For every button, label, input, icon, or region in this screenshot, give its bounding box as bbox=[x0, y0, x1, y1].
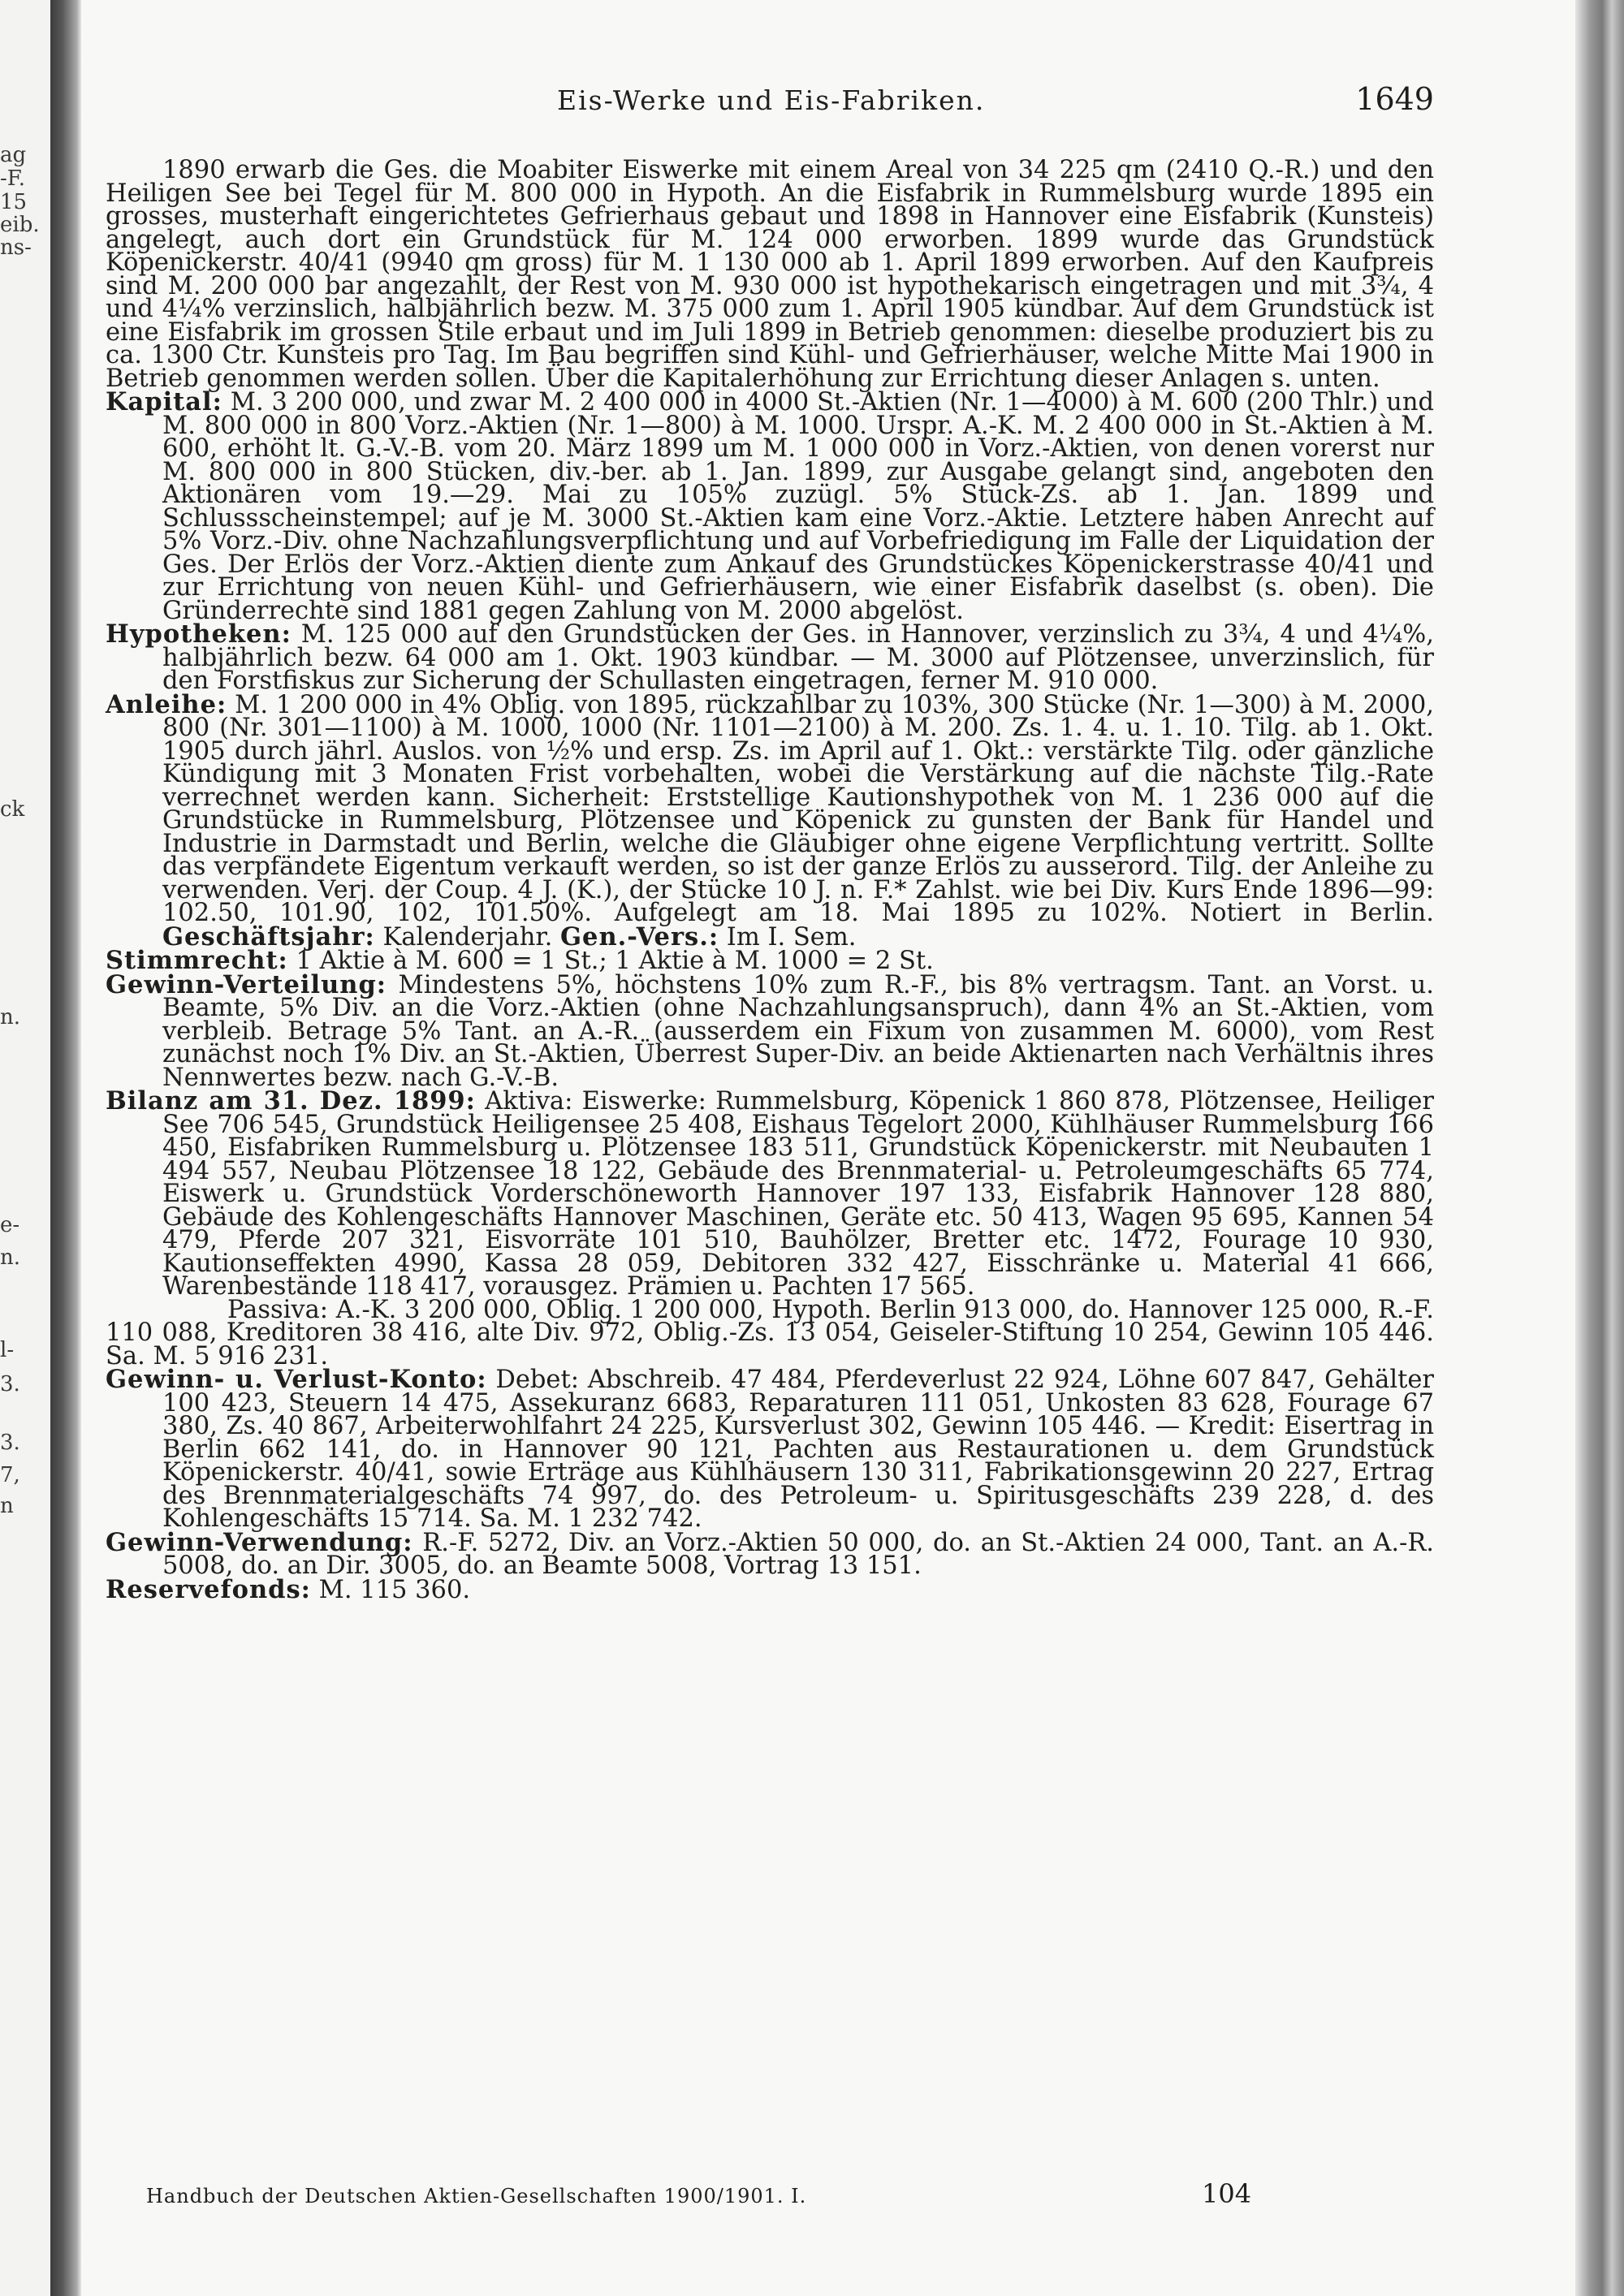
margin-fragment: l- bbox=[0, 1338, 15, 1362]
inline-label: Gen.-Vers.: bbox=[560, 921, 719, 952]
section-label: Kapital: bbox=[106, 387, 222, 416]
paragraph-hypotheken: Hypotheken: M. 125 000 auf den Grundstücken der Ges. in Hannover, verzinslich zu 3¾, 4 und 4¼%, halbjährlich bezw. 64 000 am 1. Okt. 1903 kündbar. — M. 3000 auf Plötzensee, unverzinslich, für den Forstfiskus zur Sicherung der Schullasten eingetragen, ferner M. 910 000. bbox=[106, 619, 1434, 695]
paragraph-passiva: Passiva: A.-K. 3 200 000, Oblig. 1 200 000, Hypoth. Berlin 913 000, do. Hannover 125 000, R.-F. 110 088, Kreditoren 38 416, alte Div. 972, Oblig.-Zs. 13 054, Geiseler-Stiftung 10 254, Gewinn 105 446. Sa. M. 5 916 231. bbox=[106, 1295, 1434, 1370]
paragraph-history: 1890 erwarb die Ges. die Moabiter Eiswerke mit einem Areal von 34 225 qm (2410 Q.-R.) und den Heiligen See bei Tegel für M. 800 000 in Hypoth. An die Eisfabrik in Rummelsburg wurde 1895 ein grosses, musterhaft eingerichtetes Gefrierhaus gebaut und 1898 in Hannover eine Eisfabrik (Kunsteis) angelegt, auch dort ein Grundstück für M. 124 000 erworben. 1899 wurde das Grundstück Köpenickerstr. 40/41 (9940 qm gross) für M. 1 130 000 ab 1. April 1899 erworben. Auf den Kaufpreis sind M. 200 000 bar angezahlt, der Rest von M. 930 000 ist hypothekarisch eingetragen und mit 3¾, 4 und 4¼% verzinslich, halbjährlich bezw. M. 375 000 zum 1. April 1905 kündbar. Auf dem Grundstück ist eine Eisfabrik im grossen Stile erbaut und im Juli 1899 in Betrieb genommen: dieselbe produziert bis zu ca. 1300 Ctr. Kunsteis pro Tag. Im Bau begriffen sind Kühl- und Gefrierhäuser, welche Mitte Mai 1900 in Betrieb genommen werden sollen. Über die Kapitalerhöhung zur Errichtung dieser Anlagen s. unten. bbox=[106, 156, 1434, 393]
header-title: Eis-Werke und Eis-Fabriken. bbox=[557, 84, 986, 116]
paragraph-anleihe: Anleihe: M. 1 200 000 in 4% Oblig. von 1895, rückzahlbar zu 103%, 300 Stücke (Nr. 1—300) à M. 2000, 800 (Nr. 301—1100) à M. 1000, 1000 (Nr. 1101—2100) à M. 200. Zs. 1. 4. u. 1. 10. Tilg. ab 1. Okt. 1905 durch jährl. Auslos. von ½% und ersp. Zs. im April auf 1. Okt.: verstärkte Tilg. oder gänzliche Kündigung mit 3 Monaten Frist vorbehalten, wobei die Verstärkung auf die nächste Tilg.-Rate verrechnet werden kann. Sicherheit: Erststellige Kautionshypothek von M. 1 236 000 auf die Grundstücke in Rummelsburg, Plötzensee und Köpenick zu gunsten der Bank für Handel und Industrie in Darmstadt und Berlin, welche die Gläubiger ohne eigene Verpflichtung vertritt. Sollte das verpfändete Eigentum verkauft werden, so ist der ganze Erlös zu ausserord. Tilg. der Anleihe zu verwenden. Verj. der Coup. 4 J. (K.), der Stücke 10 J. n. F.* Zahlst. wie bei Div. Kurs Ende 1896—99: 102.50, 101.90, 102, 101.50%. Aufgelegt am 18. Mai 1895 zu 102%. Notiert in Berlin. Geschäftsjahr: Kalenderjahr. Gen.-Vers.: Im I. Sem. bbox=[106, 689, 1434, 952]
section-label: Hypotheken: bbox=[106, 619, 292, 649]
margin-fragment: ck bbox=[0, 797, 25, 822]
margin-fragment: 3. bbox=[0, 1372, 20, 1396]
paragraph-gewinn-verteilung: Gewinn-Verteilung: Mindestens 5%, höchstens 10% zum R.-F., bis 8% vertragsm. Tant. an Vorst. u. Beamte, 5% Div. an die Vorz.-Aktien (ohne Nachzahlungsanspruch), dann 4% an St.-Aktien, vom verbleib. Betrage 5% Tant. an A.-R. (ausserdem ein Fixum von zusammen M. 6000), vom Rest zunächst noch 1% Div. an St.-Aktien, Überrest Super-Div. an beide Aktienarten nach Verhältnis ihres Nennwertes bezw. nach G.-V.-B. bbox=[106, 969, 1434, 1092]
section-label: Gewinn- u. Verlust-Konto: bbox=[106, 1365, 487, 1394]
page-footer bbox=[146, 2178, 1364, 2211]
section-label: Gewinn-Verwendung: bbox=[106, 1527, 413, 1557]
margin-fragment: n. bbox=[0, 1005, 21, 1029]
section-label: Anleihe: bbox=[106, 689, 227, 719]
book-gutter bbox=[50, 0, 81, 2296]
margin-fragment: n bbox=[0, 1494, 14, 1518]
margin-fragment: ag bbox=[0, 143, 27, 167]
paragraph-reservefonds: Reservefonds: M. 115 360. bbox=[106, 1574, 471, 1604]
margin-fragment: 3. bbox=[0, 1431, 20, 1455]
margin-fragment: 7, bbox=[0, 1463, 20, 1487]
paragraph-bilanz: Bilanz am 31. Dez. 1899: Aktiva: Eiswerke: Rummelsburg, Köpenick 1 860 878, Plötzensee, Heiliger See 706 545, Grundstück Heiligensee 25 408, Eishaus Tegelort 2000, Kühlhäuser Rummelsburg 166 450, Eisfabriken Rummelsburg u. Plötzensee 183 511, Grundstück Köpenickerstr. mit Neubauten 1 494 557, Neubau Plötzensee 18 122, Gebäude des Brennmaterial- u. Petroleumgeschäfts 65 774, Eiswerk u. Grundstück Vorderschöneworth Hannover 197 133, Eisfabrik Hannover 128 880, Gebäude des Kohlengeschäfts Hannover Maschinen, Geräte etc. 50 413, Wagen 95 695, Kannen 54 479, Pferde 207 321, Eisvorräte 101 510, Bauhölzer, Bretter etc. 1472, Fourage 10 930, Kautionseffekten 4990, Kassa 28 059, Debitoren 332 427, Eisschränke u. Material 41 666, Warenbestände 118 417, vorausgez. Prämien u. Pachten 17 565. bbox=[106, 1086, 1434, 1301]
margin-fragment: ns- bbox=[0, 235, 32, 260]
margin-fragment: 15 bbox=[0, 190, 28, 214]
page-number: 1649 bbox=[1355, 81, 1434, 117]
margin-fragment: -F. bbox=[0, 166, 26, 191]
adjacent-page-strip bbox=[0, 0, 50, 2296]
paragraph-kapital: Kapital: M. 3 200 000, und zwar M. 2 400 000 in 4000 St.-Aktien (Nr. 1—4000) à M. 600 (200 Thlr.) und M. 800 000 in 800 Vorz.-Aktien (Nr. 1—800) à M. 1000. Urspr. A.-K. M. 2 400 000 in St.-Aktien à M. 600, erhöht lt. G.-V.-B. vom 20. März 1899 um M. 1 000 000 in Vorz.-Aktien, von denen vorerst nur M. 800 000 in 800 Stücken, div.-ber. ab 1. Jan. 1899, zur Ausgabe gelangt sind, angeboten den Aktionären vom 19.—29. Mai zu 105% zuzügl. 5% Stück-Zs. ab 1. Jan. 1899 und Schlussscheinstempel; auf je M. 3000 St.-Aktien kam eine Vorz.-Aktie. Letztere haben Anrecht auf 5% Vorz.-Div. ohne Nachzahlungsverpflichtung und auf Vorbefriedigung im Falle der Liquidation der Ges. Der Erlös der Vorz.-Aktien diente zum Ankauf des Grundstückes Köpenickerstrasse 40/41 und zur Errichtung von neuen Kühl- und Gefrierhäusern, wie einer Eisfabrik daselbst (s. oben). Die Gründerrechte sind 1881 gegen Zahlung von M. 2000 abgelöst. bbox=[106, 387, 1434, 625]
inline-label: Geschäftsjahr: bbox=[162, 921, 375, 952]
paragraph-stimmrecht: Stimmrecht: 1 Aktie à M. 600 = 1 St.; 1 Aktie à M. 1000 = 2 St. bbox=[106, 946, 934, 975]
page-edge bbox=[1575, 0, 1624, 2296]
section-label: Gewinn-Verteilung: bbox=[106, 969, 387, 999]
margin-fragment: n. bbox=[0, 1245, 21, 1270]
running-header bbox=[162, 81, 1434, 122]
margin-fragment: eib. bbox=[0, 213, 40, 237]
paragraph-gewinn-verlust: Gewinn- u. Verlust-Konto: Debet: Abschreib. 47 484, Pferdeverlust 22 924, Löhne 607 847, Gehälter 100 423, Steuern 14 475, Assekuranz 6683, Reparaturen 111 051, Unkosten 83 628, Fourage 67 380, Zs. 40 867, Arbeiterwohlfahrt 24 225, Kursverlust 302, Gewinn 105 446. — Kredit: Eisertrag in Berlin 662 141, do. in Hannover 90 121, Pachten aus Restaurationen u. dem Grundstück Köpenickerstr. 40/41, sowie Erträge aus Kühlhäusern 130 311, Fabrikationsgewinn 20 227, Ertrag des Brennmaterialgeschäfts 74 997, do. des Petroleum- u. Spiritusgeschäfts 239 228, d. des Kohlengeschäfts 15 714. Sa. M. 1 232 742. bbox=[106, 1365, 1434, 1533]
section-label: Stimmrecht: bbox=[106, 946, 288, 975]
signature-mark: 104 bbox=[1202, 2178, 1252, 2209]
body-text bbox=[106, 156, 1435, 1604]
paragraph-gewinn-verwendung: Gewinn-Verwendung: R.-F. 5272, Div. an Vorz.-Aktien 50 000, do. an St.-Aktien 24 000, Tant. an A.-R. 5008, do. an Dir. 3005, do. an Beamte 5008, Vortrag 13 151. bbox=[106, 1527, 1435, 1580]
section-label: Bilanz am 31. Dez. 1899: bbox=[106, 1086, 476, 1116]
section-label: Reservefonds: bbox=[106, 1574, 311, 1604]
footer-source: Handbuch der Deutschen Aktien-Gesellschaften 1900/1901. I. bbox=[146, 2185, 807, 2208]
margin-fragment: e- bbox=[0, 1213, 20, 1237]
